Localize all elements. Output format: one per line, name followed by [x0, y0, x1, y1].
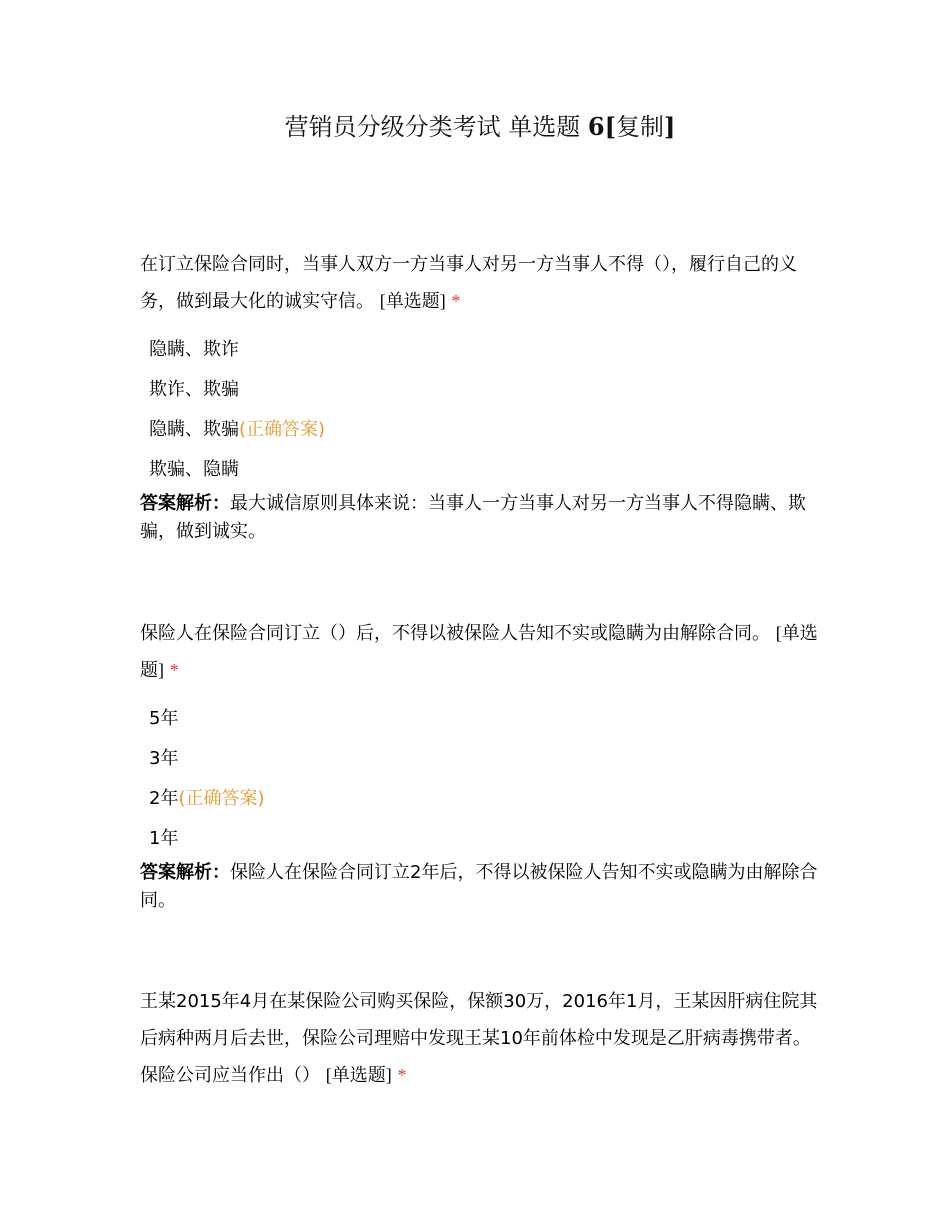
option-label: 2年 [149, 788, 179, 809]
page-title [0, 110, 950, 144]
question-body: 王某2015年4月在某保险公司购买保险，保额30万，2016年1月，王某因肝病住院其后病种两月后去世，保险公司理赔中发现王某10年前体检中发现是乙肝病毒携带者。保险公司应当作出（） [140, 991, 818, 1086]
question-type: [单选题] [140, 623, 818, 680]
analysis-text: 保险人在保险合同订立2年后，不得以被保险人告知不实或隐瞒为由解除合同。 [140, 862, 818, 911]
title-copy: 复制 [615, 113, 664, 141]
required-mark: * [397, 1065, 407, 1085]
title-main: 营销员分级分类考试 单选题 [284, 113, 588, 141]
question-text [140, 615, 820, 689]
question-1 [140, 246, 820, 546]
required-mark: * [169, 660, 179, 680]
options-list [140, 330, 820, 490]
option-label: 1年 [149, 828, 179, 849]
option-item[interactable] [140, 370, 820, 410]
answer-analysis [140, 490, 820, 546]
analysis-label: 答案解析： [140, 493, 230, 514]
question-text [140, 246, 820, 320]
question-body: 保险人在保险合同订立（）后，不得以被保险人告知不实或隐瞒为由解除合同。 [140, 623, 770, 644]
question-text [140, 983, 820, 1094]
option-item[interactable] [140, 330, 820, 370]
option-item[interactable] [140, 450, 820, 490]
correct-tag: (正确答案) [178, 788, 265, 809]
option-item[interactable] [140, 779, 820, 819]
option-item[interactable] [140, 739, 820, 779]
option-item[interactable] [140, 819, 820, 859]
option-item[interactable] [140, 699, 820, 739]
title-number: 6[ [587, 112, 616, 141]
question-type: [单选题] [325, 1065, 392, 1085]
answer-analysis [140, 859, 820, 915]
analysis-label: 答案解析： [140, 862, 230, 883]
option-label: 欺骗、隐瞒 [149, 459, 239, 480]
option-label: 隐瞒、欺骗 [149, 419, 239, 440]
option-label: 隐瞒、欺诈 [149, 339, 239, 360]
option-label: 欺诈、欺骗 [149, 379, 239, 400]
options-list [140, 699, 820, 859]
option-label: 3年 [149, 748, 179, 769]
question-type: [单选题] [379, 291, 446, 311]
question-body: 在订立保险合同时，当事人双方一方当事人对另一方当事人不得（），履行自己的义务，做到最大化的诚实守信。 [140, 254, 797, 312]
analysis-text: 最大诚信原则具体来说：当事人一方当事人对另一方当事人不得隐瞒、欺骗，做到诚实。 [140, 493, 806, 542]
required-mark: * [451, 291, 461, 311]
correct-tag: (正确答案) [239, 419, 326, 440]
question-2 [140, 615, 820, 915]
option-label: 5年 [149, 708, 179, 729]
title-end: ] [663, 112, 676, 141]
option-item[interactable] [140, 410, 820, 450]
question-3 [140, 983, 820, 1094]
